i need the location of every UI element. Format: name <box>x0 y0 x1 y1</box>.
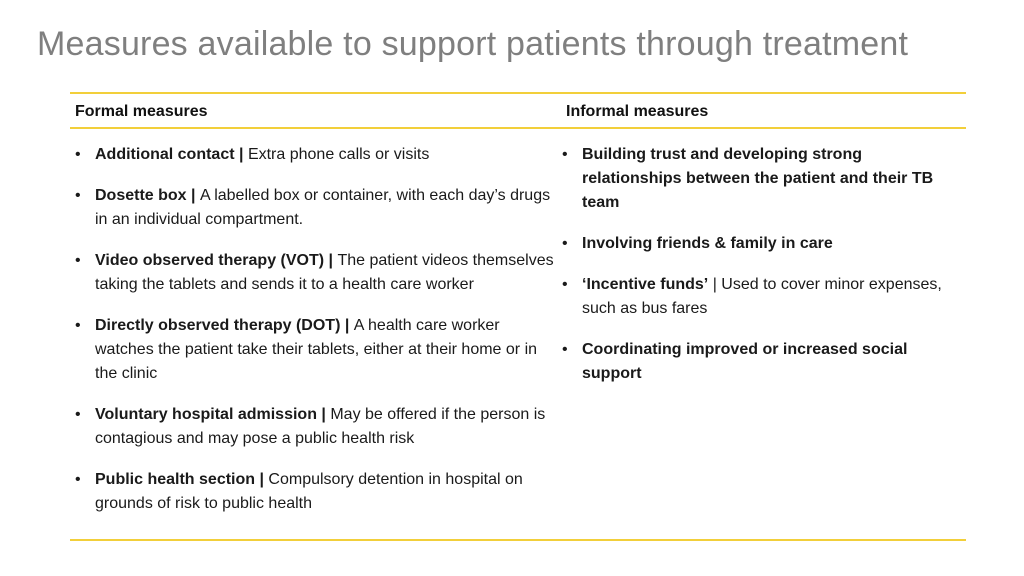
list-item <box>562 273 962 321</box>
separator: | <box>324 252 338 269</box>
separator: | <box>340 317 354 334</box>
bullet-icon: • <box>75 252 81 269</box>
measure-term: Dosette box <box>95 187 187 204</box>
list-item <box>75 314 560 386</box>
measures-table <box>70 92 966 541</box>
bullet-icon: • <box>75 317 81 334</box>
measure-description: Used to cover minor expenses, such as bus fares <box>582 276 942 317</box>
list-item <box>75 143 560 167</box>
separator: | <box>255 471 269 488</box>
slide-title: Measures available to support patients through treatment <box>37 25 909 63</box>
list-item <box>562 232 962 256</box>
formal-measures-header: Formal measures <box>75 103 208 120</box>
bullet-icon: • <box>562 341 568 358</box>
measure-term: ‘Incentive funds’ <box>582 276 709 293</box>
list-item <box>562 143 962 215</box>
list-item <box>75 249 560 297</box>
measure-term: Additional contact <box>95 146 235 163</box>
measure-term: Video observed therapy (VOT) <box>95 252 325 269</box>
separator: | <box>708 276 722 293</box>
measure-term: Coordinating improved or increased social support <box>582 341 908 382</box>
separator: | <box>316 406 331 423</box>
informal-measures-list <box>562 143 962 403</box>
measure-description: The patient videos themselves taking the tablets and sends it to a health care worker <box>95 252 554 293</box>
table-header-row <box>70 94 966 129</box>
bullet-icon: • <box>562 146 568 163</box>
bullet-icon: • <box>562 276 568 293</box>
bullet-icon: • <box>75 406 81 423</box>
bullet-icon: • <box>75 187 81 204</box>
list-item <box>75 468 560 516</box>
measure-term: Building trust and developing strong relationships between the patient and their TB team <box>582 146 934 211</box>
list-item <box>562 338 962 386</box>
measure-term: Voluntary hospital admission <box>95 406 317 423</box>
bullet-icon: • <box>75 146 81 163</box>
measure-description: A health care worker watches the patient take their tablets, either at their home or in the clinic <box>95 317 538 382</box>
bullet-icon: • <box>562 235 568 252</box>
measure-term: Public health section <box>95 471 256 488</box>
measure-description: May be offered if the person is contagious and may pose a public health risk <box>95 406 546 447</box>
separator: | <box>186 187 200 204</box>
measure-description: Extra phone calls or visits <box>247 146 430 163</box>
measure-description: A labelled box or container, with each day’s drugs in an individual compartment. <box>95 187 551 228</box>
informal-measures-header: Informal measures <box>566 103 709 120</box>
list-item <box>75 184 560 232</box>
measure-description: Compulsory detention in hospital on grounds of risk to public health <box>95 471 523 512</box>
bullet-icon: • <box>75 471 81 488</box>
measure-term: Involving friends & family in care <box>582 235 833 252</box>
measure-term: Directly observed therapy (DOT) <box>95 317 341 334</box>
list-item <box>75 403 560 451</box>
separator: | <box>234 146 248 163</box>
formal-measures-list <box>75 143 560 533</box>
